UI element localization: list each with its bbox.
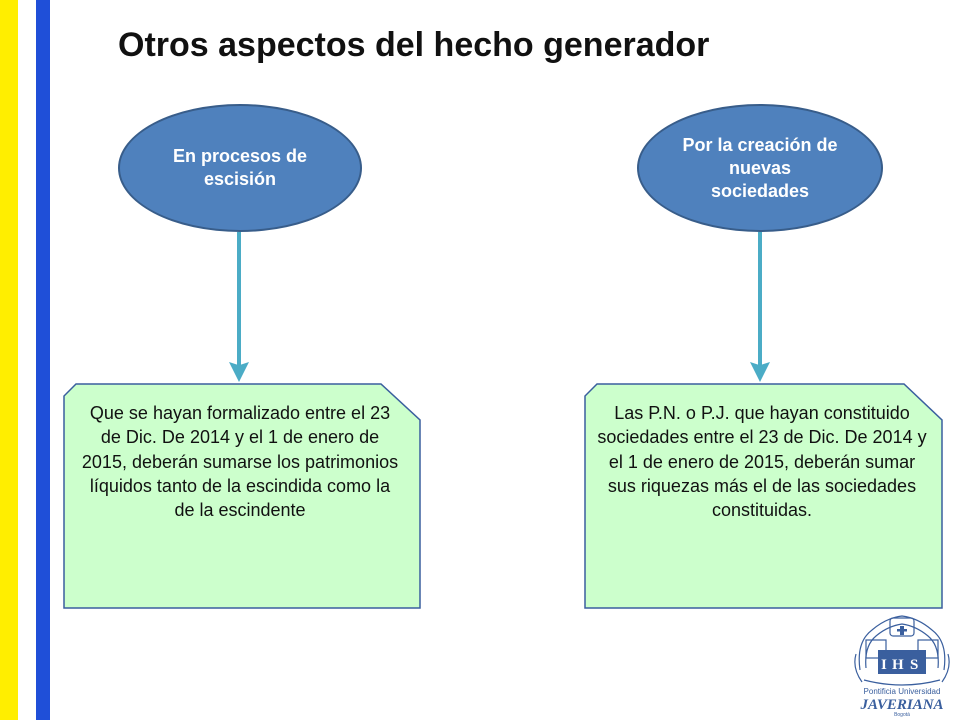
slide-title: Otros aspectos del hecho generador (118, 26, 710, 64)
javeriana-logo (850, 612, 954, 718)
svg-text:I: I (881, 657, 887, 673)
ellipse-escision (118, 104, 362, 232)
ellipse-nuevas-sociedades (637, 104, 883, 232)
note-nuevas-sociedades-text: Las P.N. o P.J. que hayan constituido sociedades entre el 23 de Dic. De 2014 y el 1 de enero de 2015, deberán sumar sus riquezas más el de las sociedades constituidas. (597, 403, 927, 521)
svg-text:S: S (910, 657, 919, 673)
logo-line-2: JAVERIANA (860, 697, 944, 713)
svg-text:H: H (892, 657, 904, 673)
logo-line-1: Pontificia Universidad (863, 687, 941, 696)
note-escision-text: Que se hayan formalizado entre el 23 de Dic. De 2014 y el 1 de enero de 2015, deberán sumarse los patrimonios líquidos tanto de la escindida como la de la escindente (81, 403, 399, 521)
ellipse-nuevas-sociedades-label: Por la creación de nuevas sociedades (682, 134, 838, 201)
logo-line-3: Bogotá (894, 712, 910, 718)
ellipse-escision-label: En procesos de escisión (172, 146, 308, 189)
